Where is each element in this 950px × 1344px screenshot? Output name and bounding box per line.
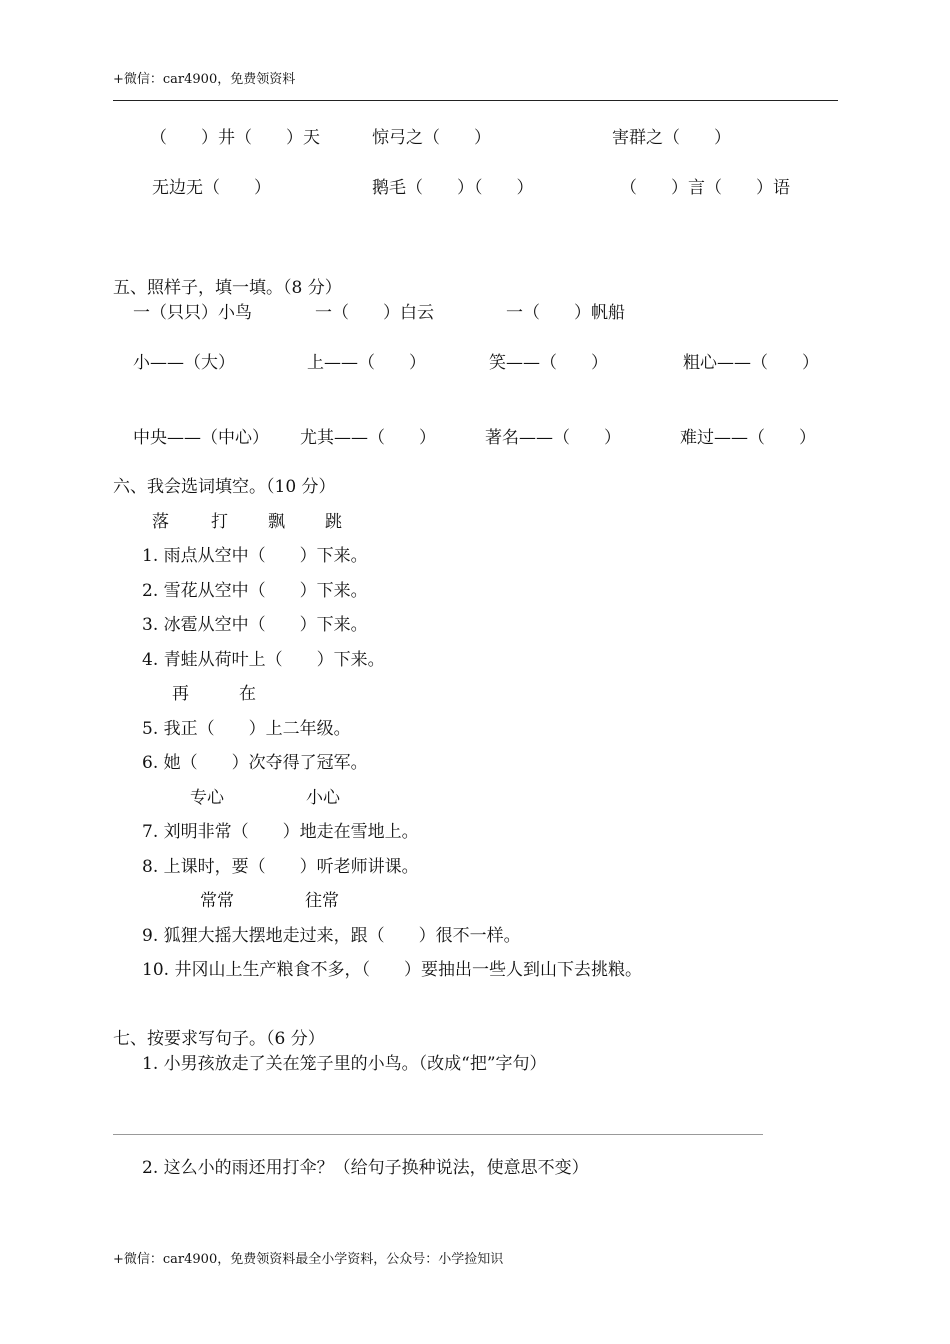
s5-r2-b: 上——（ ） [307,353,426,373]
idiom-4: 无边无（ ） [152,178,271,198]
footer-text: +微信：car4900，免费领资料最全小学资料，公众号：小学捡知识 [113,1252,504,1267]
s5-r3-d: 难过——（ ） [680,428,816,448]
choice-tiao: 跳 [325,512,342,532]
idiom-6: （ ）言（ ）语 [620,178,790,198]
question-8: 8. 上课时，要（ ）听老师讲课。 [142,857,419,877]
question-7: 7. 刘明非常（ ）地走在雪地上。 [142,822,419,842]
choice-changchang: 常常 [200,891,234,911]
question-3: 3. 冰雹从空中（ ）下来。 [142,615,368,635]
s5-r1-a: 一（只只）小鸟 [133,303,252,323]
choice-luo: 落 [152,512,169,532]
question-9: 9. 狐狸大摇大摆地走过来，跟（ ）很不一样。 [142,926,521,946]
choice-wangchang: 往常 [305,891,339,911]
s5-r1-c: 一（ ）帆船 [506,303,625,323]
idiom-3: 害群之（ ） [612,128,731,148]
choice-xiaoxin: 小心 [306,788,340,808]
question-2: 2. 雪花从空中（ ）下来。 [142,581,368,601]
s5-r3-c: 著名——（ ） [485,428,621,448]
section-7-title: 七、按要求写句子。（6 分） [113,1029,325,1049]
choice-zhuanxin: 专心 [190,788,224,808]
header-text: +微信：car4900，免费领资料 [113,72,296,87]
answer-line[interactable] [113,1134,763,1135]
idiom-5: 鹅毛（ ）（ ） [372,178,534,198]
choice-da: 打 [211,512,228,532]
question-10: 10. 井冈山上生产粮食不多，（ ）要抽出一些人到山下去挑粮。 [142,960,642,980]
section-5-title: 五、照样子，填一填。（8 分） [113,278,342,298]
choice-piao: 飘 [268,512,285,532]
idiom-1: （ ）井（ ）天 [150,128,320,148]
s5-r2-d: 粗心——（ ） [683,353,819,373]
section-6-title: 六、我会选词填空。（10 分） [113,477,336,497]
question-4: 4. 青蛙从荷叶上（ ）下来。 [142,650,385,670]
s5-r3-b: 尤其——（ ） [300,428,436,448]
s7-question-1: 1. 小男孩放走了关在笼子里的小鸟。（改成“把”字句） [142,1054,547,1074]
s5-r3-a: 中央——（中心） [133,428,269,448]
choice-zai-at: 在 [239,684,256,704]
idiom-2: 惊弓之（ ） [372,128,491,148]
choice-zai-again: 再 [172,684,189,704]
question-5: 5. 我正（ ）上二年级。 [142,719,351,739]
question-1: 1. 雨点从空中（ ）下来。 [142,546,368,566]
s7-question-2: 2. 这么小的雨还用打伞？（给句子换种说法，使意思不变） [142,1158,589,1178]
question-6: 6. 她（ ）次夺得了冠军。 [142,753,368,773]
header-rule [113,100,838,101]
s5-r2-a: 小——（大） [133,353,235,373]
s5-r2-c: 笑——（ ） [489,353,608,373]
s5-r1-b: 一（ ）白云 [315,303,434,323]
